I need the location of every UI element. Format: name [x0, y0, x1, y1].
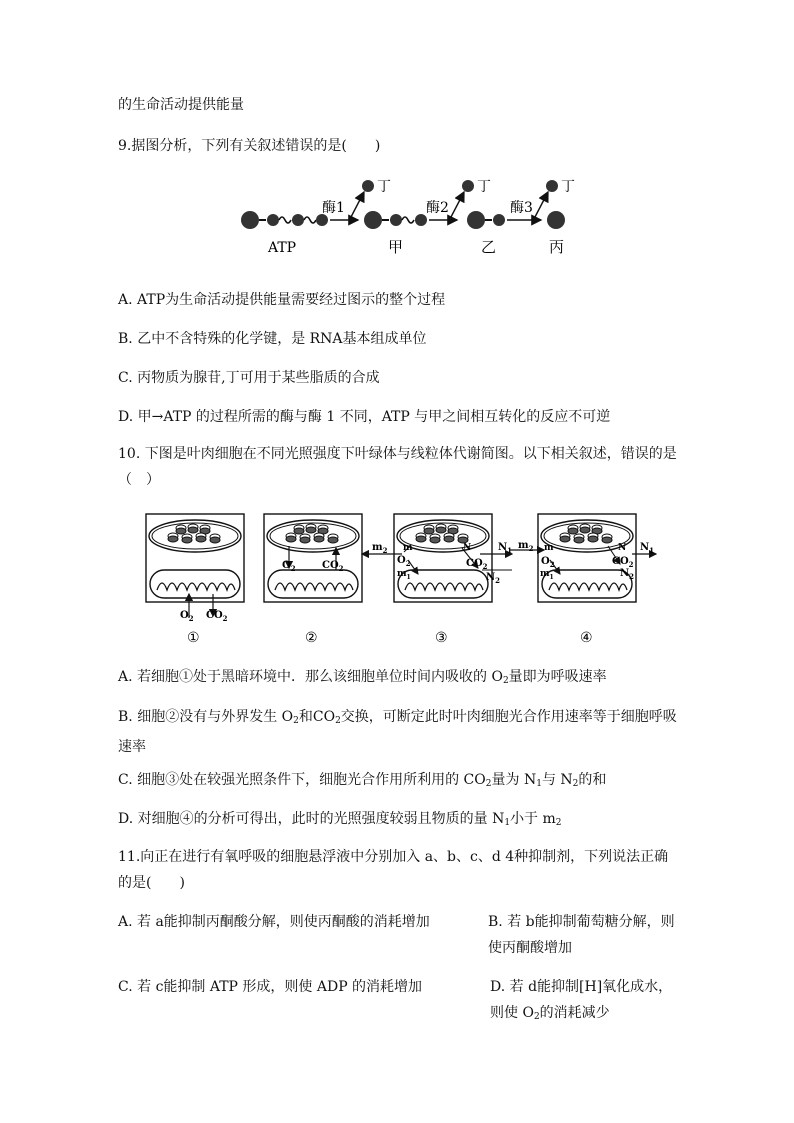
svg-text:m2: $m_2$ [372, 542, 388, 555]
atp-adenine-ball [241, 211, 259, 229]
svg-text:CO2: $CO_2$ [206, 610, 228, 623]
cell-1 [146, 514, 244, 646]
continued-text: 的生命活动提供能量 [118, 97, 244, 113]
yi-label: 乙 [481, 238, 497, 256]
svg-text:N: N [618, 543, 627, 553]
atp-phosphate-2 [292, 214, 304, 226]
ding-label-3: 丁 [561, 179, 575, 195]
svg-text:m2: $m_2$ [518, 540, 534, 553]
svg-text:O2: $O_2$ [282, 560, 296, 573]
q11-option-c: C. 若 c能抑制 ATP 形成，则使 ADP 的消耗增加 [118, 979, 423, 995]
q9-stem: 9.据图分析，下列有关叙述错误的是( ) [118, 138, 381, 154]
cell-2-label: ② [305, 630, 318, 646]
svg-text:O2: $O_2$ [397, 555, 411, 568]
q10-option-a: A. 若细胞①处于黑暗环境中．那么该细胞单位时间内吸收的 $O_2$量即为呼吸速率 [118, 669, 607, 686]
cell-3-label: ③ [435, 630, 448, 646]
q11-option-a: A. 若 a能抑制丙酮酸分解，则使丙酮酸的消耗增加 [118, 914, 430, 930]
enzyme-2-label: 酶2 [426, 200, 449, 216]
svg-text:m: m [544, 543, 554, 553]
svg-text:N: N [463, 543, 472, 553]
svg-text:m1: $m_1$ [540, 569, 554, 581]
ding-label-2: 丁 [477, 179, 491, 195]
yi-phosphate-1 [493, 214, 505, 226]
bing-label: 丙 [549, 238, 565, 256]
cell-4-label: ④ [580, 630, 593, 646]
q10-option-d: D. 对细胞④的分析可得出，此时的光照强度较弱且物质的量 $N_1$小于 $m_2$ [118, 811, 562, 828]
svg-text:N1: $N_1$ [498, 542, 513, 555]
ding-label-1: 丁 [377, 179, 391, 195]
q9-option-a: A. ATP为生命活动提供能量需要经过图示的整个过程 [118, 292, 446, 308]
q10-option-c: C. 细胞③处在较强光照条件下，细胞光合作用所利用的 $CO_2$量为 $N_1$与 $N_2$的和 [118, 772, 607, 789]
q10-option-b: B. 细胞②没有与外界发生 $O_2$和$CO_2$交换，可断定此时叶肉细胞光合作用速率等于细胞呼吸速率 [118, 709, 677, 755]
q11-stem: 11.向正在进行有氧呼吸的细胞悬浮液中分别加入 a、b、c、d 4种抑制剂，下列说法正确的是( ) [118, 849, 669, 891]
yi-adenine-ball [467, 211, 485, 229]
jia-phosphate-1 [390, 214, 402, 226]
enzyme-1-label: 酶1 [322, 200, 345, 216]
ding-ball-1 [362, 180, 374, 192]
q11-options-ab [118, 909, 678, 963]
cell-1-label: ① [187, 630, 200, 646]
ding-ball-3 [546, 180, 558, 192]
svg-text:CO2: $CO_2$ [612, 556, 634, 569]
svg-text:O2: $O_2$ [180, 610, 194, 623]
svg-text:m1: $m_1$ [397, 569, 411, 581]
ding-ball-2 [462, 180, 474, 192]
q11-options-cd [118, 974, 678, 1028]
atp-phosphate-1 [267, 214, 279, 226]
q11-option-d: D. 若 d能抑制[H]氧化成水，则使 $O_2$的消耗减少 [490, 979, 673, 1022]
cell-3 [362, 514, 512, 646]
svg-text:N1: $N_1$ [640, 542, 655, 555]
jia-label: 甲 [388, 238, 404, 256]
svg-text:N2: $N_2$ [486, 572, 501, 585]
q11-option-b: B. 若 b能抑制葡萄糖分解，则使丙酮酸增加 [488, 914, 675, 956]
svg-text:m: m [403, 543, 413, 553]
chloroplast-mitochondria-figure [140, 508, 680, 650]
q9-option-c: C. 丙物质为腺苷,丁可用于某些脂质的合成 [118, 370, 380, 386]
q9-option-b: B. 乙中不含特殊的化学键，是 RNA基本组成单位 [118, 331, 427, 347]
q9-option-d: D. 甲→ATP 的过程所需的酶与酶 1 不同，ATP 与甲之间相互转化的反应不可逆 [118, 409, 611, 425]
svg-text:O2: $O_2$ [541, 556, 555, 569]
q10-stem: 10. 下图是叶肉细胞在不同光照强度下叶绿体与线粒体代谢简图。以下相关叙述，错误的是（ ） [118, 446, 677, 488]
cell-4 [510, 514, 656, 646]
bing-adenine-ball [547, 211, 565, 229]
svg-text:CO2: $CO_2$ [466, 558, 488, 571]
atp-hydrolysis-diagram [230, 170, 590, 262]
jia-adenine-ball [364, 211, 382, 229]
svg-text:CO2: $CO_2$ [322, 560, 344, 573]
enzyme-3-label: 酶3 [510, 200, 533, 216]
svg-text:N2: $N_2$ [620, 568, 635, 581]
atp-label: ATP [268, 240, 297, 256]
cell-2 [264, 514, 362, 646]
